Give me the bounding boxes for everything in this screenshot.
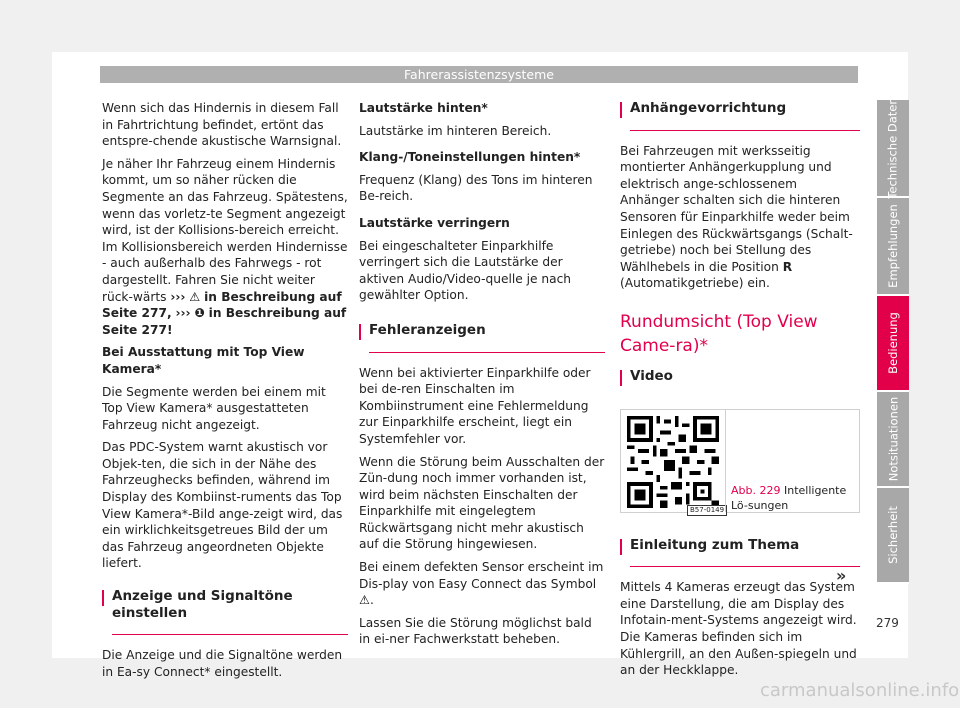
page-number: 279 (876, 616, 899, 630)
accent-bar (620, 102, 622, 118)
accent-rule (369, 352, 605, 353)
paragraph: Die Segmente werden bei einem mit Top View Kamera* ausgestatteten Fahrzeug nicht angezeigt. (102, 384, 326, 432)
paragraph: Wenn sich das Hindernis in diesem Fall in Fahrtrichtung befindet, ertönt das entspre-chende akustische Warnsignal. (102, 101, 342, 149)
column-3 (620, 100, 860, 685)
figure-box (620, 409, 860, 513)
accent-bar (620, 539, 622, 555)
subheading: Bei Ausstattung mit Top View Kamera* (102, 345, 305, 376)
tab-technische-daten[interactable]: Technische Daten (877, 100, 909, 198)
info-circle-icon: ❶ (194, 306, 205, 321)
paragraph: Lautstärke im hinteren Bereich. (359, 123, 552, 138)
paragraph: Die Anzeige und die Signaltöne werden in Ea-sy Connect* eingestellt. (102, 648, 343, 679)
tab-empfehlungen[interactable]: Empfehlungen (877, 198, 909, 296)
paragraph: Das PDC-System warnt akustisch vor Objek-ten, die sich in der Nähe des Fahrzeughecks befinden, während im Display des Kombiinst-ruments das Top View Kamera*-Bild ange-zeigt wird, das ein wirklichkeitsgetreues Bild der um das Fahrzeug angeordneten Objekte liefert. (102, 440, 343, 571)
paragraph: Mittels 4 Kameras erzeugt das System eine Darstellung, die am Display des Infotain-ment-Systems angezeigt wird. Die Kameras befinden sich im Kühlergrill, an den Außen-spiegeln und an der Heckklappe. (620, 580, 857, 678)
paragraph: Wenn die Störung beim Ausschalten der Zün-dung noch immer vorhanden ist, wird beim nächsten Einschalten der Einparkhilfe mit eingelegtem Rückwärtsgang nicht mehr akustisch auf die Störung hingewiesen. (359, 454, 605, 552)
tab-bedienung[interactable]: Bedienung (877, 296, 909, 392)
chevron-right-icon: ››› (175, 306, 191, 321)
qr-code-icon[interactable] (627, 416, 719, 508)
paragraph: Bei Fahrzeugen mit werksseitig montierter Anhängerkupplung und elektrisch ange-schlossenem Anhänger schalten sich die hinteren Sensoren für Einparkhilfe weder beim Einlegen des Rückwärtsgangs (Schalt-getriebe) noch bei Stellung des Wählhebels in die Position R (Automatikgetriebe) ein. (620, 143, 853, 291)
column-2 (359, 100, 605, 654)
section-heading: Anzeige und Signaltöne einstellen (102, 588, 348, 625)
warning-triangle-icon: ⚠ (359, 593, 370, 608)
accent-rule (630, 566, 860, 567)
warning-triangle-icon: ⚠ (189, 289, 201, 304)
accent-bar (102, 590, 104, 606)
section-heading: Video (620, 368, 860, 389)
section-heading: Einleitung zum Thema (620, 537, 860, 558)
paragraph: Frequenz (Klang) des Tons im hinteren Be-reich. (359, 172, 593, 204)
section-heading: Fehleranzeigen (359, 322, 605, 343)
paragraph: Je näher Ihr Fahrzeug einem Hindernis kommt, um so näher rücken die Segmente an das Fahrzeug. Spätestens, wenn das vorletz-te Segment angezeigt wird, ist der Kollisions-bereich erreicht. Im Kollisionsbereich werden Hindernisse - auch außerhalb des Fahrwegs - rot dargestellt. Fahren Sie nicht weiter rück-wärts ››› ⚠ in Beschreibung auf Seite 277, ››› ❶ in Beschreibung auf Seite 277! (102, 156, 348, 337)
cross-reference-link[interactable]: in Beschreibung auf Seite 277! (102, 306, 347, 337)
accent-bar (620, 370, 622, 386)
figure-divider (725, 410, 726, 512)
column-1 (102, 100, 348, 686)
tab-notsituationen[interactable]: Notsituationen (877, 392, 909, 488)
side-tabs (877, 97, 909, 584)
paragraph: Lassen Sie die Störung möglichst bald in ei-ner Fachwerkstatt beheben. (359, 615, 592, 647)
subheading: Klang-/Toneinstellungen hinten* (359, 150, 581, 165)
chapter-header: Fahrerassistenzsysteme (100, 66, 858, 83)
subheading: Lautstärke verringern (359, 215, 510, 230)
accent-bar (359, 324, 361, 340)
chevron-right-icon: ››› (170, 289, 186, 304)
section-heading: Anhängevorrichtung (620, 100, 860, 121)
paragraph: Bei einem defekten Sensor erscheint im Dis-play von Easy Connect das Symbol ⚠. (359, 560, 604, 608)
paragraph: Wenn bei aktivierter Einparkhilfe oder bei de-ren Einschalten im Kombiinstrument eine Fehlermeldung zur Einparkhilfe erscheint, liegt ein Systemfehler vor. (359, 365, 591, 446)
figure-caption: Abb. 229 Intelligente Lö-sungen (731, 483, 847, 512)
chapter-title: Rundumsicht (Top View Came-ra)* (620, 311, 818, 356)
figure-code: B57-0149 (687, 505, 727, 516)
tab-sicherheit[interactable]: Sicherheit (877, 488, 909, 584)
subheading: Lautstärke hinten* (359, 101, 488, 115)
cross-reference-link[interactable]: in Beschreibung auf Seite 277, (102, 289, 342, 321)
accent-rule (630, 130, 860, 131)
chevron-right-icon: » (836, 566, 847, 585)
watermark: carmanualsonline.info (760, 680, 960, 701)
paragraph: Bei eingeschalteter Einparkhilfe verringert sich die Lautstärke der aktiven Audio/Video-quelle je nach gewählter Option. (359, 238, 571, 303)
accent-rule (112, 634, 348, 635)
